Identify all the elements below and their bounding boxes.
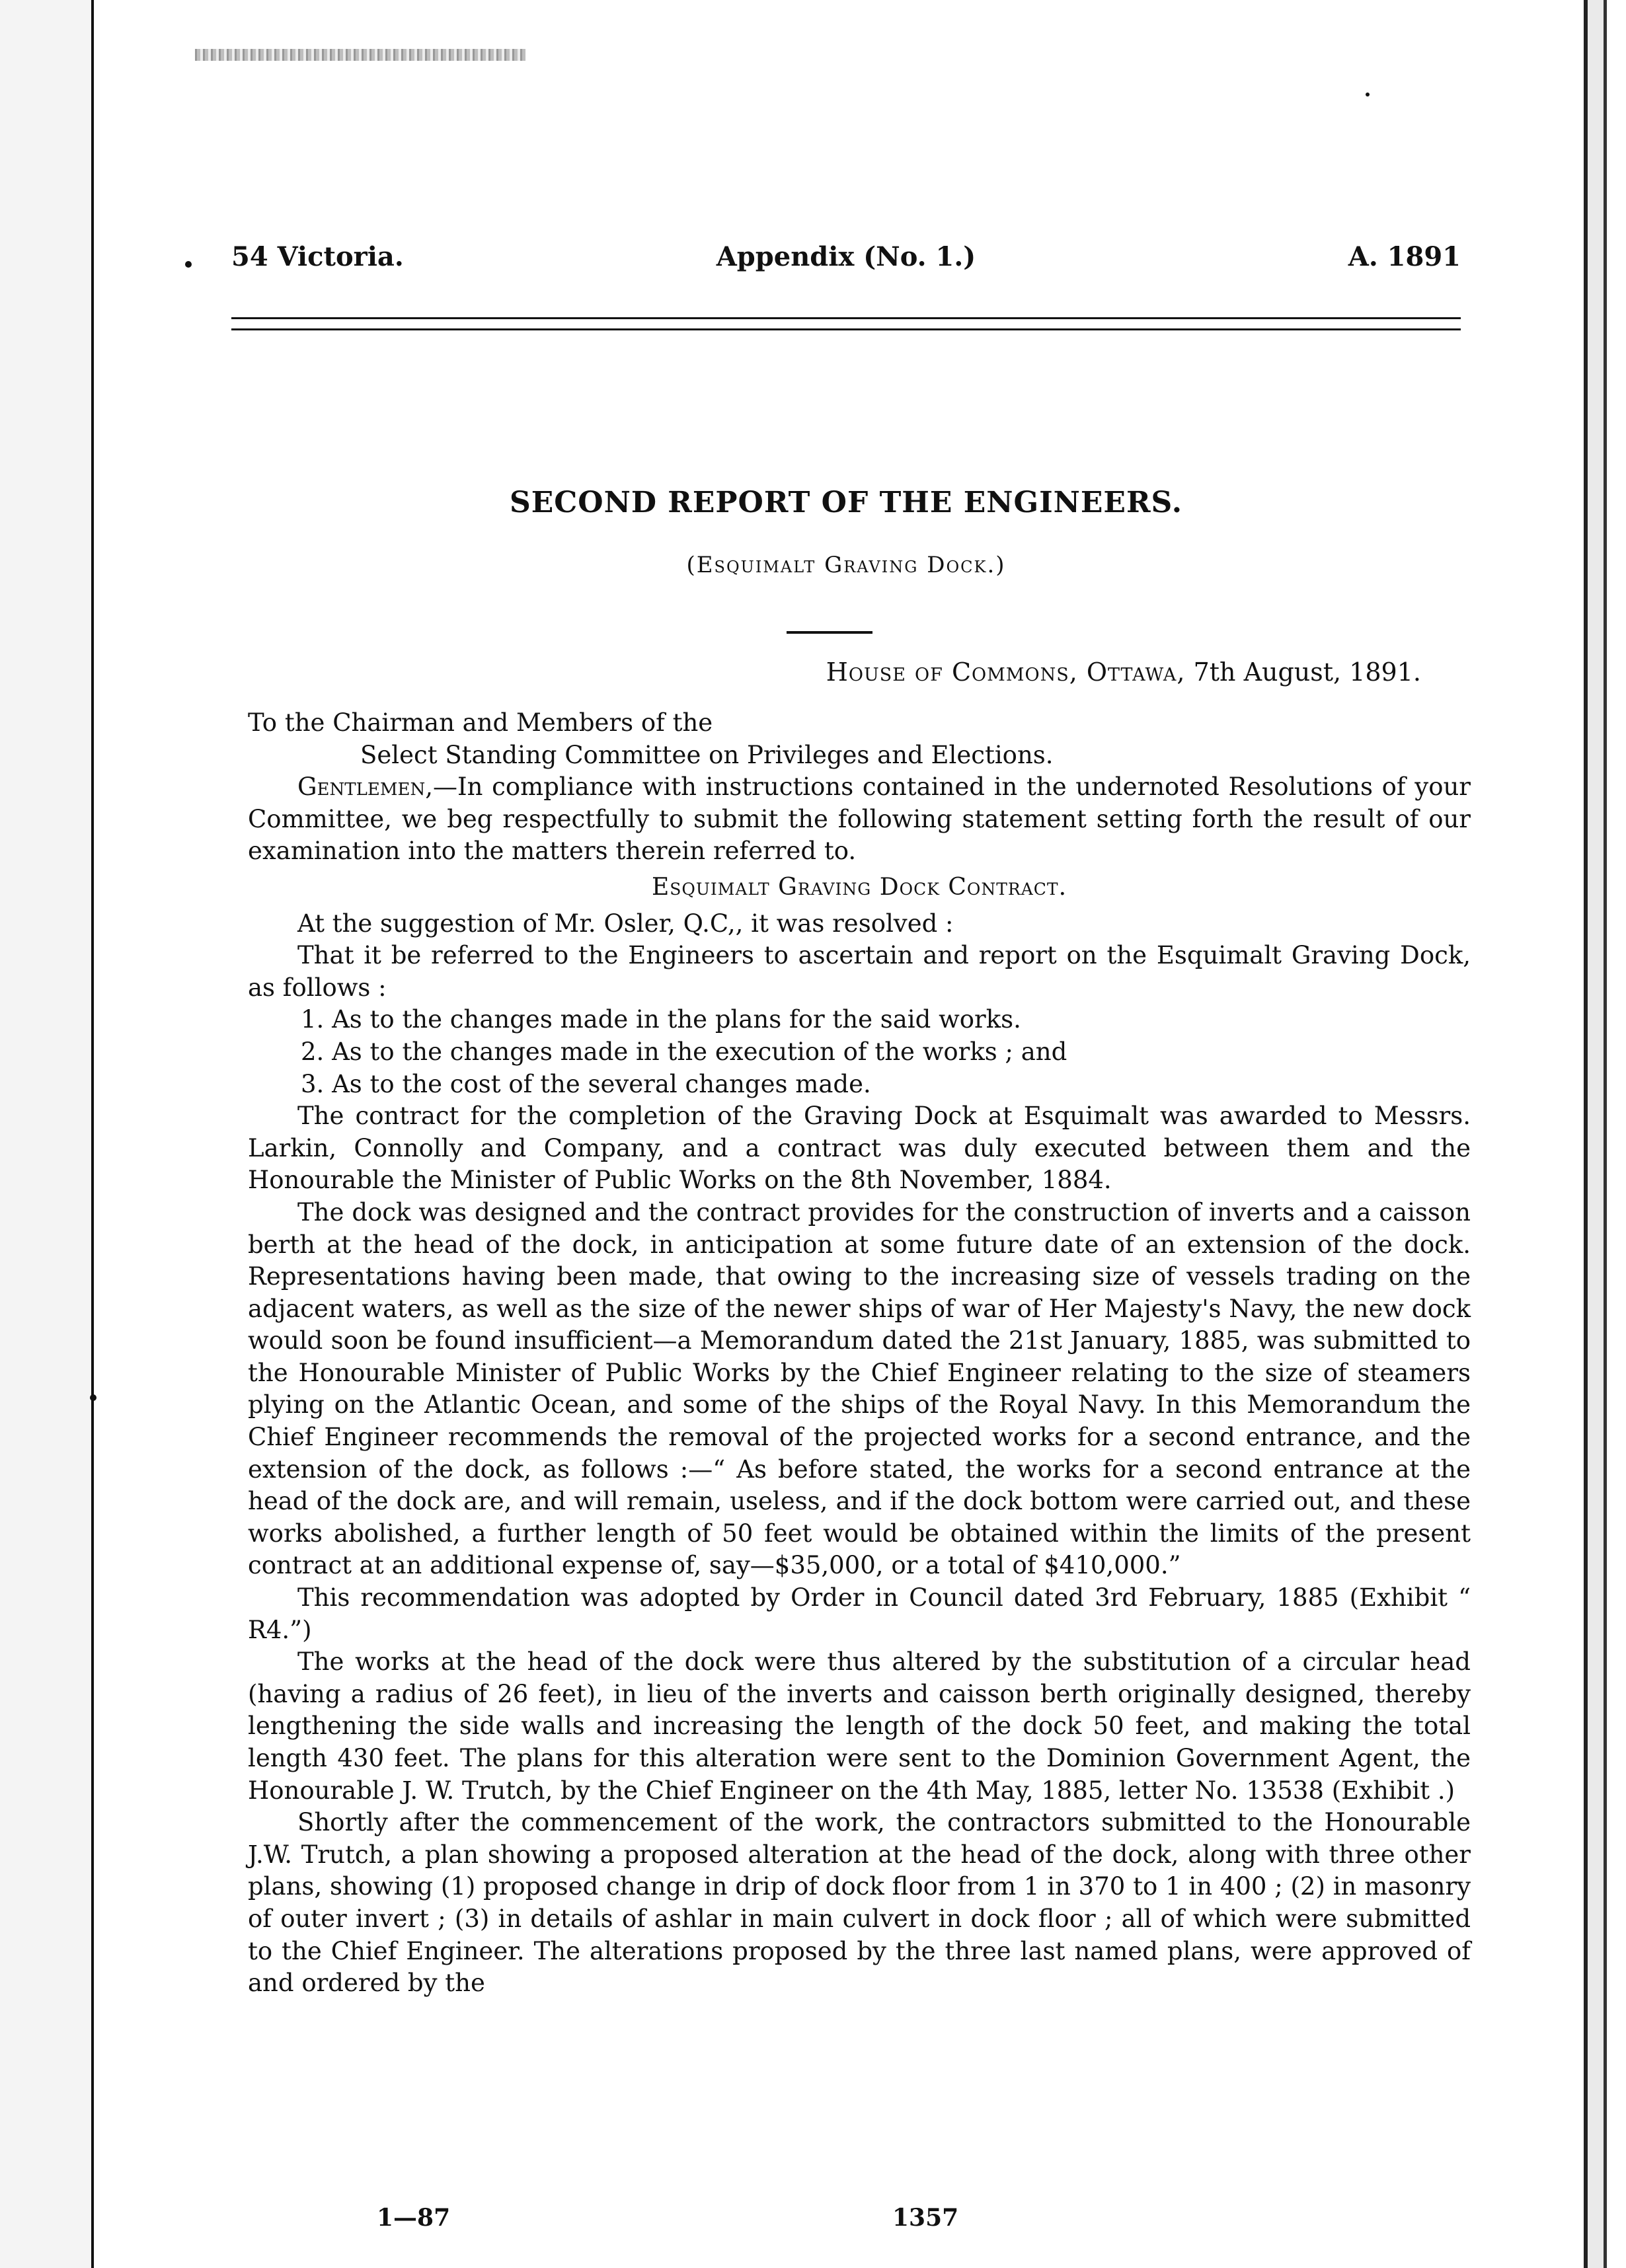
address-line: Select Standing Committee on Privileges and Elections. — [360, 740, 1054, 769]
running-head — [231, 218, 1461, 284]
session-label: 54 Victoria. — [231, 241, 404, 272]
list-item: 1. As to the changes made in the plans for the said works. — [301, 1005, 1021, 1034]
scan-speck — [1366, 93, 1370, 96]
list-item: 2. As to the changes made in the execution of the works ; and — [301, 1037, 1067, 1066]
dateline-date: 7th August, 1891. — [1193, 658, 1421, 687]
page-subtitle: (Esquimalt Graving Dock.) — [686, 552, 1006, 578]
dateline — [826, 658, 1421, 687]
page-title: SECOND REPORT OF THE ENGINEERS. — [509, 486, 1183, 519]
page-edge-line — [1604, 0, 1607, 2268]
page-edge-line — [1584, 0, 1588, 2268]
body-paragraph: This recommendation was adopted by Order in Council dated 3rd February, 1885 (Exhibit “ R4.”) — [248, 1583, 1471, 1644]
page-footer — [377, 2204, 1567, 2244]
address-line: To the Chairman and Members of the — [248, 708, 713, 737]
title-divider — [787, 631, 872, 634]
adjacent-page-edge — [0, 0, 94, 2268]
dateline-place: House of Commons, Ottawa, — [826, 658, 1186, 687]
section-heading: Esquimalt Graving Dock Contract. — [651, 873, 1067, 901]
resolution-text: That it be referred to the Engineers to ascertain and report on the Esquimalt Graving Dock, as follows : — [248, 941, 1471, 1002]
signature-mark: 1—87 — [377, 2204, 451, 2232]
page-number: 1357 — [892, 2204, 959, 2232]
body-paragraph: The works at the head of the dock were thus altered by the substitution of a circular head (having a radius of 26 feet), in lieu of the inverts and caisson berth originally designed, thereby lengthening the side walls and increasing the length of the dock 50 feet, and making the total length 430 feet. The plans for this alteration were sent to the Dominion Government Agent, the Honourable J. W. Trutch, by the Chief Engineer on the 4th May, 1885, letter No. 13538 (Exhibit .) — [248, 1647, 1471, 1805]
resolution-intro: At the suggestion of Mr. Osler, Q.C,, it was resolved : — [297, 909, 954, 938]
scan-edge-artifact — [195, 49, 525, 61]
body-paragraph: The dock was designed and the contract provides for the construction of inverts and a caisson berth at the head of the dock, in anticipation at some future date of an extension of the dock. Representations having been made, that owing to the increasing size of vessels trading on the adjacent waters, as well as the size of the newer ships of war of Her Majesty's Navy, the new dock would soon be found insufficient—a Memorandum dated the 21st January, 1885, was submitted to the Honourable Minister of Public Works by the Chief Engineer relating to the size of steamers plying on the Atlantic Ocean, and some of the ships of the Royal Navy. In this Memorandum the Chief Engineer recommends the removal of the projected works for a second entrance, and the extension of the dock, as follows :—“ As before stated, the works for a second entrance at the head of the dock are, and will remain, useless, and if the dock bottom were carried out, and these works abolished, a further length of 50 feet would be obtained within the limits of the present contract at an additional expense of, say—$35,000, or a total of $410,000.” — [248, 1197, 1471, 1580]
list-item: 3. As to the cost of the several changes made. — [301, 1069, 871, 1098]
body-paragraph: The contract for the completion of the Graving Dock at Esquimalt was awarded to Messrs. Larkin, Connolly and Company, and a contract was duly executed between them and the Honourable the Minister of Public Works on the 8th November, 1884. — [248, 1102, 1471, 1195]
appendix-label: Appendix (No. 1.) — [716, 241, 976, 272]
intro-text: —In compliance with instructions contained in the undernoted Resolutions of your Committee, we beg respectfully to submit the following statement setting forth the result of our examination into the matters therein referred to. — [248, 773, 1471, 866]
scan-speck — [90, 1394, 97, 1401]
header-rule — [231, 317, 1461, 330]
page-edge-shadow — [1588, 0, 1604, 2268]
report-body — [248, 707, 1471, 2000]
body-paragraph: Shortly after the commencement of the work, the contractors submitted to the Honourable J.W. Trutch, a plan showing a proposed alteration at the head of the dock, along with three other plans, showing (1) proposed change in drip of dock floor from 1 in 370 to 1 in 400 ; (2) in masonry of outer invert ; (3) in details of ashlar in main culvert in dock floor ; all of which were submitted to the Chief Engineer. The alterations proposed by the three last named plans, were approved of and ordered by the — [248, 1808, 1471, 1998]
document-page — [126, 198, 1567, 2234]
salutation: Gentlemen, — [297, 773, 433, 802]
year-label: A. 1891 — [1348, 241, 1461, 272]
intro-paragraph — [248, 771, 1471, 868]
